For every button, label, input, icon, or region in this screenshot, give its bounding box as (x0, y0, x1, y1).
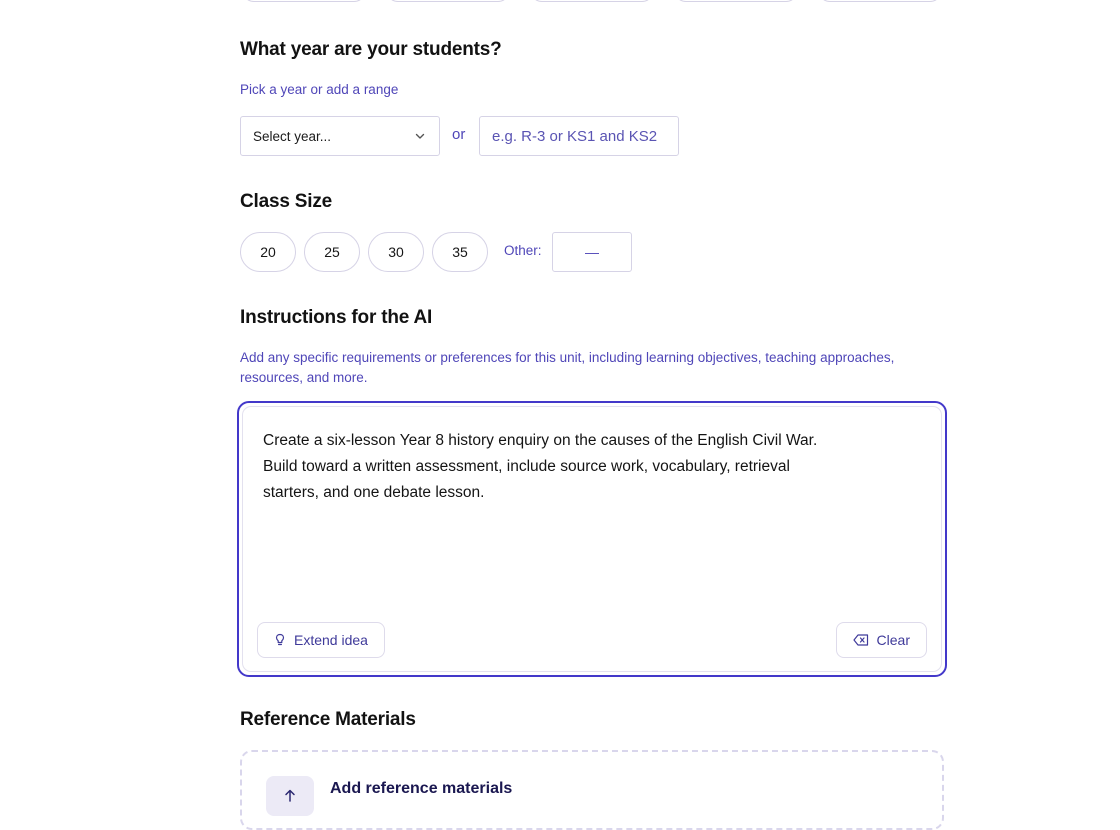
year-select-value: Select year... (253, 128, 332, 144)
arrow-up-icon (284, 788, 296, 816)
class-size-heading: Class Size (240, 191, 332, 212)
reference-heading: Reference Materials (240, 709, 416, 730)
year-heading: What year are your students? (240, 39, 502, 60)
extend-idea-label: Extend idea (294, 632, 368, 648)
extend-idea-button[interactable] (257, 622, 385, 658)
year-select[interactable] (240, 116, 440, 156)
class-size-option-30[interactable]: 30 (368, 232, 424, 272)
top-option-pill[interactable] (674, 0, 798, 2)
top-option-pill[interactable] (530, 0, 654, 2)
class-size-option-25[interactable]: 25 (304, 232, 360, 272)
clear-button[interactable] (836, 622, 927, 658)
class-size-other-label: Other: (504, 243, 542, 258)
year-range-input[interactable] (479, 116, 679, 156)
year-subtitle: Pick a year or add a range (240, 82, 399, 97)
upload-button[interactable] (266, 776, 314, 816)
top-option-pill[interactable] (386, 0, 510, 2)
backspace-icon (853, 634, 869, 646)
instructions-textarea[interactable] (237, 401, 947, 677)
instructions-text[interactable]: Create a six-lesson Year 8 history enquiry on the causes of the English Civil War. Build toward a written assessment, include source work, vocabulary, retrieval starters, and one debate lesson. (263, 432, 818, 501)
instructions-subtitle: Add any specific requirements or preferences for this unit, including learning objectives, teaching approaches, resources, and more. (240, 350, 895, 385)
or-label: or (452, 126, 466, 143)
class-size-option-35[interactable]: 35 (432, 232, 488, 272)
class-size-option-20[interactable]: 20 (240, 232, 296, 272)
clear-label: Clear (876, 632, 910, 648)
top-option-pill[interactable] (242, 0, 366, 2)
class-size-other-input[interactable] (552, 232, 632, 272)
add-reference-label: Add reference materials (330, 780, 513, 797)
reference-dropzone[interactable] (240, 750, 944, 830)
lightbulb-icon (274, 633, 286, 647)
instructions-heading: Instructions for the AI (240, 307, 433, 328)
chevron-down-icon (413, 129, 427, 143)
top-option-pill[interactable] (818, 0, 942, 2)
